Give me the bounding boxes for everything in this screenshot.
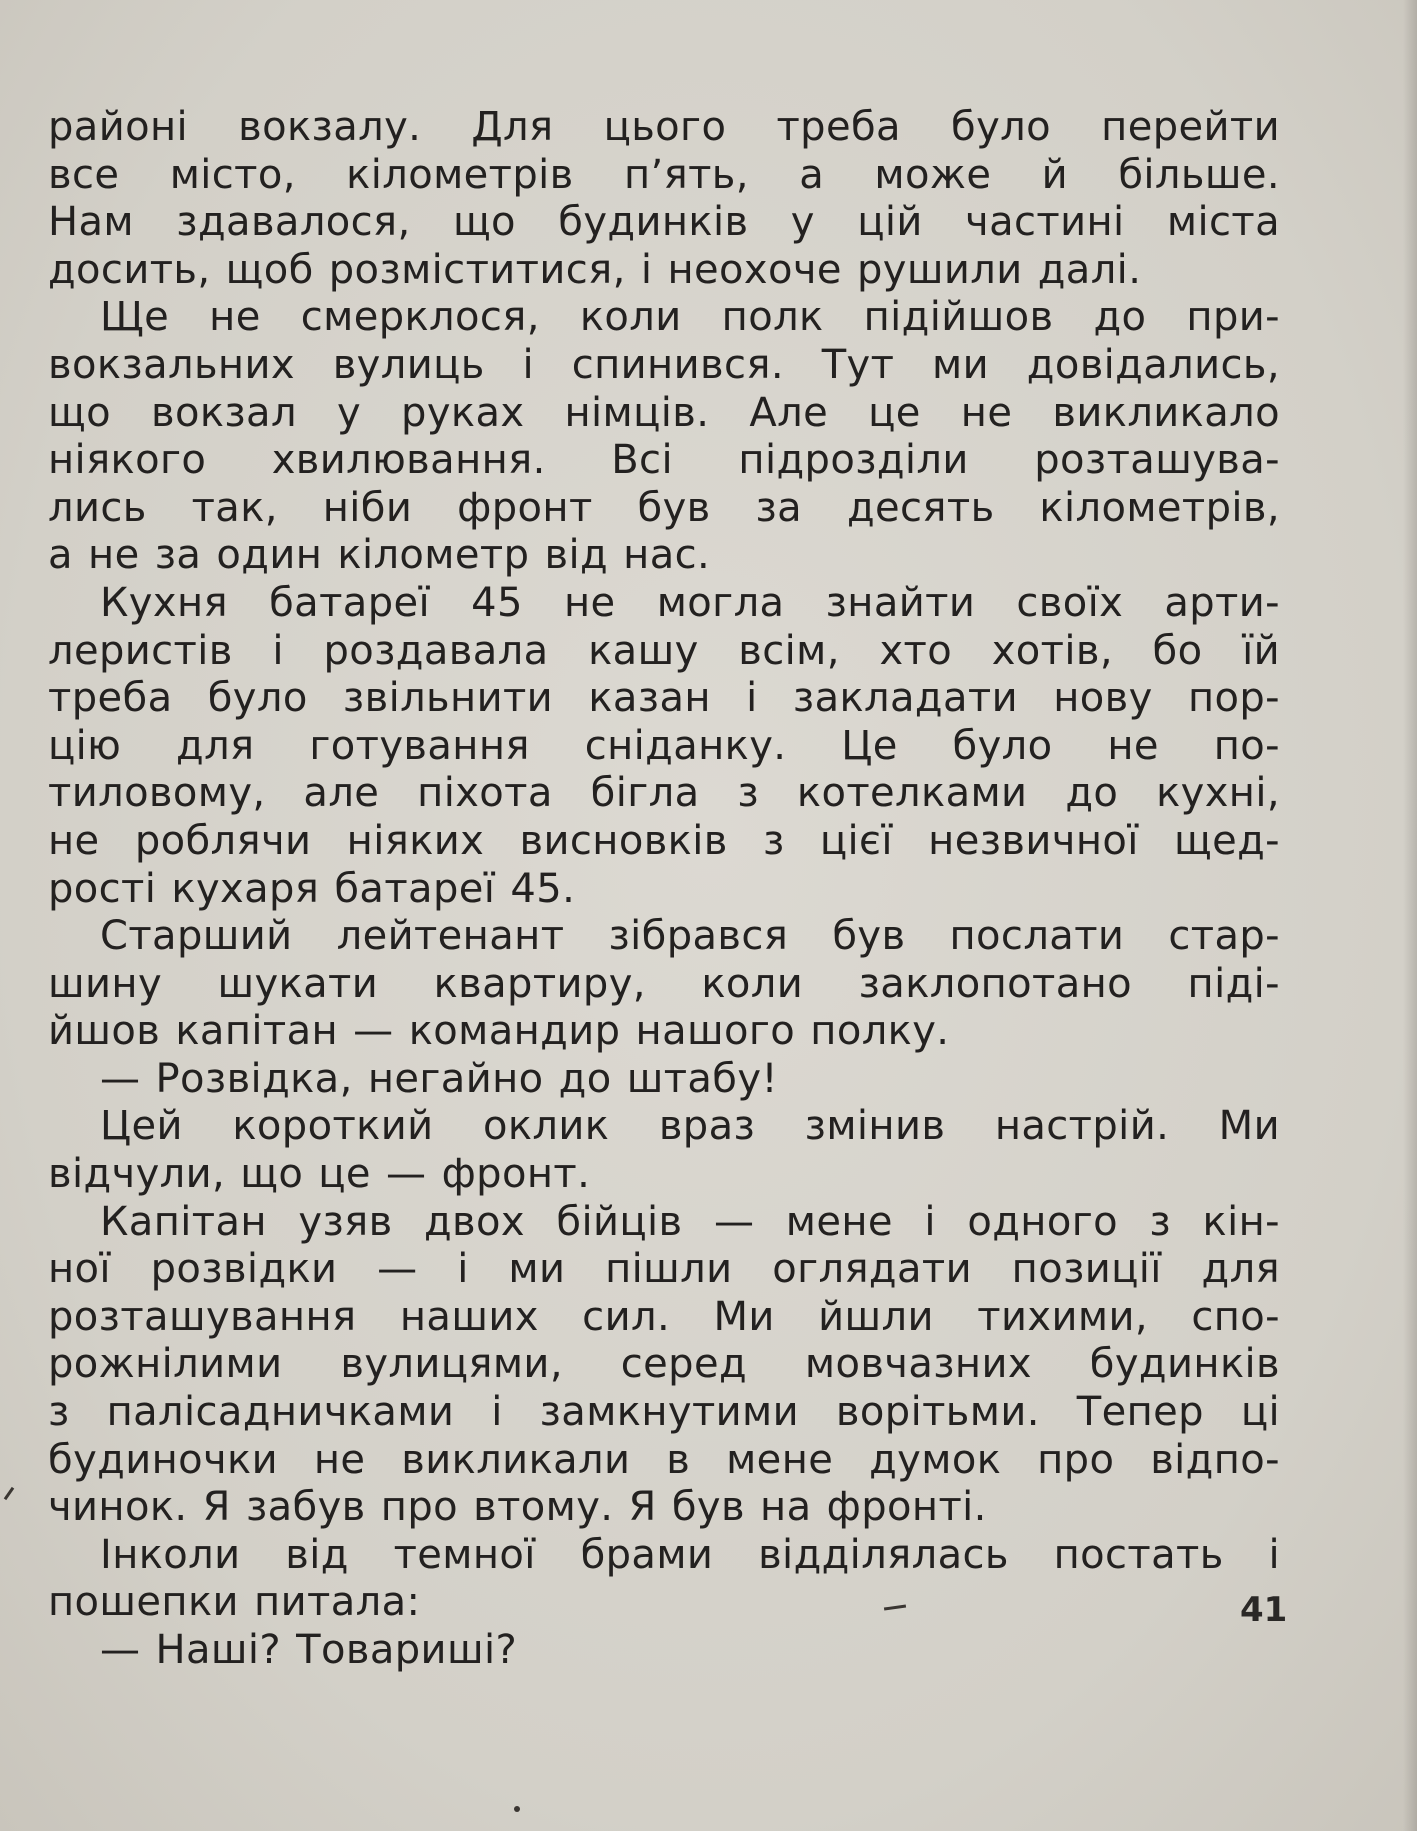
text-line: тиловому, але піхота бігла з котелками до кухні,	[48, 770, 1280, 817]
text-line: вокзальних вулиць і спинився. Тут ми довідались,	[48, 341, 1280, 388]
ink-mark	[4, 1487, 14, 1500]
text-line: пошепки питала:	[48, 1579, 421, 1626]
text-line: не роблячи ніяких висновків з цієї незвичної щед-	[48, 817, 1280, 864]
text-line: треба було звільнити казан і закладати нову пор-	[48, 675, 1280, 722]
text-line: розташування наших сил. Ми йшли тихими, спо-	[48, 1293, 1280, 1340]
text-line: цію для готування сніданку. Це було не по-	[48, 722, 1280, 769]
paragraph-start-line: Старший лейтенант зібрався був послати стар-	[100, 913, 1280, 960]
text-line: будиночки не викликали в мене думок про відпо-	[48, 1436, 1280, 1483]
text-line: лись так, ніби фронт був за десять кілометрів,	[48, 484, 1280, 531]
paragraph-start-line: Цей короткий оклик враз змінив настрій. Ми	[100, 1103, 1280, 1150]
paragraph-start-line: Капітан узяв двох бійців — мене і одного з кін-	[100, 1198, 1280, 1245]
text-line: досить, щоб розміститися, і неохоче рушили далі.	[48, 246, 1142, 293]
dialogue-line: — Наші? Товариші?	[100, 1627, 518, 1673]
text-line: що вокзал у руках німців. Але це не викликало	[48, 389, 1280, 436]
ink-mark	[514, 1806, 520, 1812]
text-line: йшов капітан — командир нашого полку.	[48, 1008, 950, 1055]
body-text	[48, 104, 1280, 1675]
paragraph-start-line: Інколи від темної брами відділялась постать і	[100, 1531, 1280, 1578]
text-line: а не за один кілометр від нас.	[48, 532, 711, 579]
page-edge-shadow	[1403, 0, 1417, 1831]
text-line: леристів і роздавала кашу всім, хто хотів, бо їй	[48, 627, 1280, 674]
text-line: відчули, що це — фронт.	[48, 1151, 591, 1198]
dialogue-line: — Розвідка, негайно до штабу!	[100, 1055, 778, 1102]
text-line: ніякого хвилювання. Всі підрозділи розташува-	[48, 437, 1280, 484]
text-line: рості кухаря батареї 45.	[48, 865, 576, 912]
paragraph-start-line: Кухня батареї 45 не могла знайти своїх арти-	[100, 579, 1280, 626]
text-line: Нам здавалося, що будинків у цій частині міста	[48, 199, 1280, 246]
text-line: шину шукати квартиру, коли заклопотано піді-	[48, 960, 1280, 1007]
text-line: ної розвідки — і ми пішли оглядати позиції для	[48, 1246, 1280, 1293]
text-line: чинок. Я забув про втому. Я був на фронті.	[48, 1484, 987, 1531]
text-line: все місто, кілометрів п’ять, а може й більше.	[48, 151, 1280, 198]
paragraph-start-line: Ще не смерклося, коли полк підійшов до при-	[100, 294, 1280, 341]
page-number: 41	[1240, 1590, 1288, 1630]
text-line: з палісадничками і замкнутими ворітьми. Тепер ці	[48, 1389, 1280, 1436]
text-line: районі вокзалу. Для цього треба було перейти	[48, 104, 1280, 150]
text-line: рожнілими вулицями, серед мовчазних будинків	[48, 1341, 1280, 1388]
